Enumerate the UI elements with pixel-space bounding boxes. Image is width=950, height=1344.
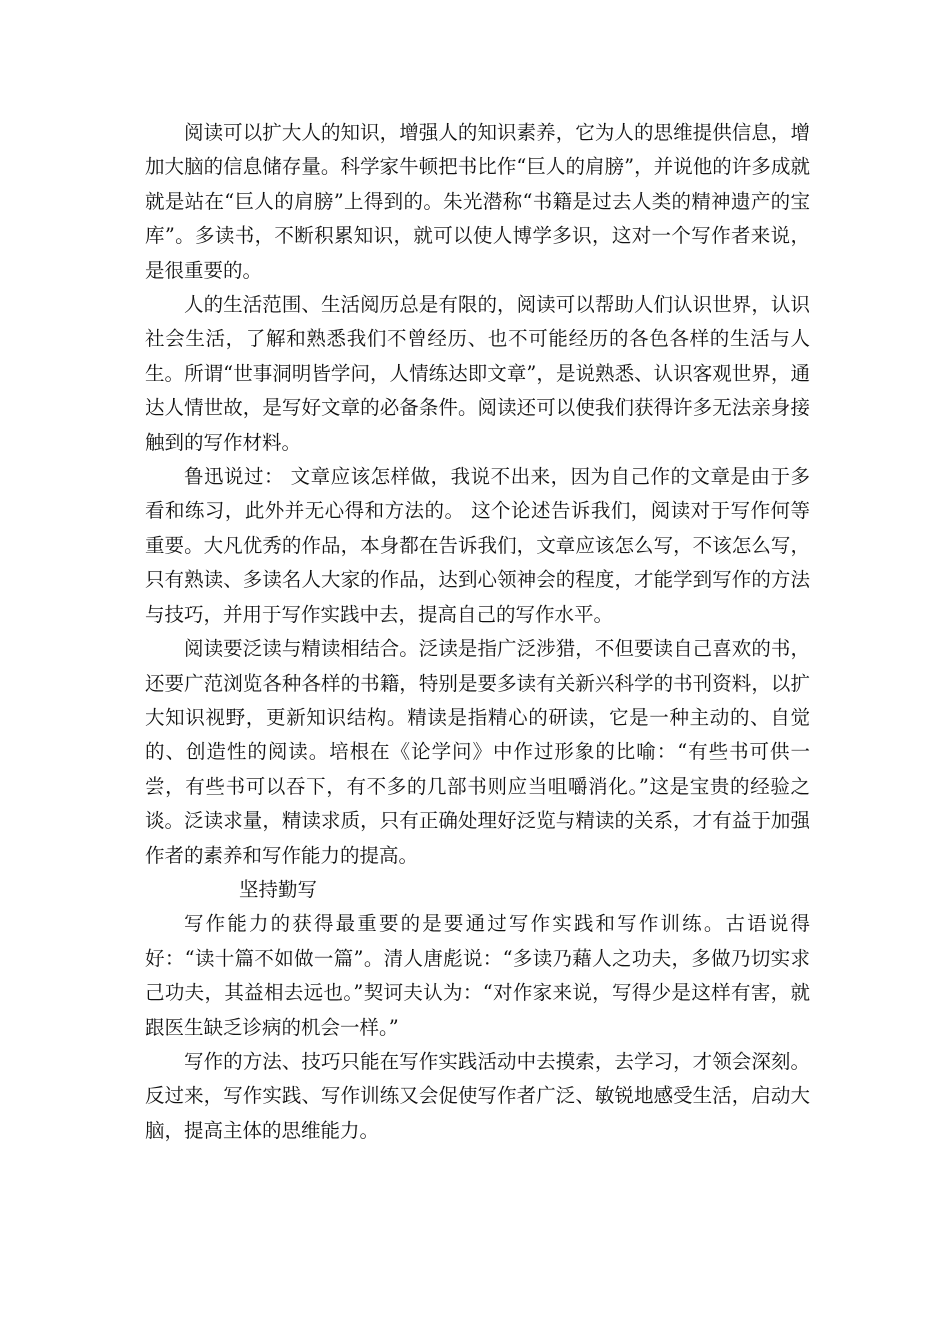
document-body: [145, 116, 810, 1148]
paragraph-lu-xun-quote: 鲁迅说过： 文章应该怎样做，我说不出来，因为自己作的文章是由于多看和练习，此外并无心得和方法的。 这个论述告诉我们，阅读对于写作何等重要。大凡优秀的作品，本身都在告诉我们，文章应该怎么写，不该怎么写，只有熟读、多读名人大家的作品，达到心领神会的程度，才能学到写作的方法与技巧，并用于写作实践中去，提高自己的写作水平。: [145, 465, 810, 626]
paragraph-reading-knowledge: 阅读可以扩大人的知识，增强人的知识素养，它为人的思维提供信息，增加大脑的信息储存量。科学家牛顿把书比作“巨人的肩膀”，并说他的许多成就就是站在“巨人的肩膀”上得到的。朱光潜称“书籍是过去人类的精神遗产的宝库”。多读书，不断积累知识，就可以使人博学多识，这对一个写作者来说，是很重要的。: [145, 121, 810, 282]
paragraph-writing-methods: 写作的方法、技巧只能在写作实践活动中去摸索，去学习，才领会深刻。反过来，写作实践、写作训练又会促使写作者广泛、敏锐地感受生活，启动大脑，提高主体的思维能力。: [145, 1049, 810, 1142]
paragraph-extensive-intensive-reading: 阅读要泛读与精读相结合。泛读是指广泛涉猎，不但要读自己喜欢的书，还要广范浏览各种各样的书籍，特别是要多读有关新兴科学的书刊资料，以扩大知识视野，更新知识结构。精读是指精心的研读，它是一种主动的、自觉的、创造性的阅读。培根在《论学问》中作过形象的比喻：“有些书可供一尝，有些书可以吞下，有不多的几部书则应当咀嚼消化。”这是宝贵的经验之谈。泛读求量，精读求质，只有正确处理好泛览与精读的关系，才有益于加强作者的素养和写作能力的提高。: [145, 637, 810, 867]
paragraph-reading-life: 人的生活范围、生活阅历总是有限的，阅读可以帮助人们认识世界，认识社会生活，了解和熟悉我们不曾经历、也不可能经历的各色各样的生活与人生。所谓“世事洞明皆学问，人情练达即文章”，是说熟悉、认识客观世界，通达人情世故，是写好文章的必备条件。阅读还可以使我们获得许多无法亲身接触到的写作材料。: [145, 293, 810, 454]
paragraph-writing-practice: 写作能力的获得最重要的是要通过写作实践和写作训练。古语说得好：“读十篇不如做一篇”。清人唐彪说：“多读乃藉人之功夫，多做乃切实求己功夫，其益相去远也。”契诃夫认为：“对作家来说，写得少是这样有害，就跟医生缺乏诊病的机会一样。”: [145, 912, 810, 1039]
section-heading-keep-writing: 坚持勤写: [239, 877, 318, 901]
